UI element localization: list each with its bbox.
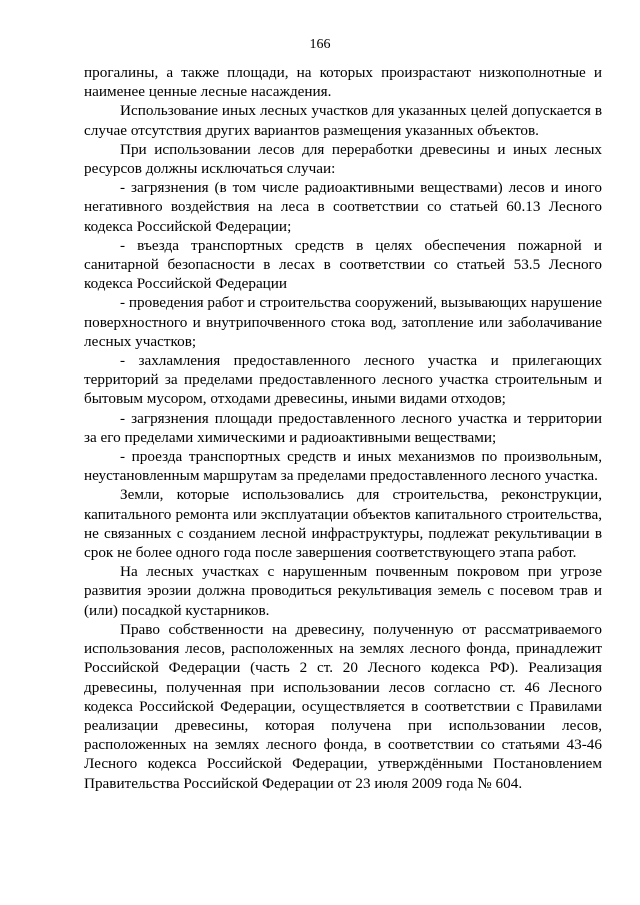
list-item-construction: - проведения работ и строительства сооружений, вызывающих нарушение поверхностного и внутрипочвенного стока вод, затопление или заболачивание лесных участков; — [84, 294, 602, 350]
paragraph-timber-ownership: Право собственности на древесину, полученную от рассматриваемого использования лесов, расположенных на землях лесного фонда, принадлежит Российской Федерации (часть 2 ст. 20 Лесного кодекса РФ). Реализация древесины, полученная при использовании лесов согласно ст. 46 Лесного кодекса Российской Федерации, осуществляется в соответствии с Правилами реализации древесины, которая получена при использовании лесов, расположенных на землях лесного фонда, в соответствии со статьями 43-46 Лесного кодекса Российской Федерации, утверждёнными Постановлением Правительства Российской Федерации от 23 июля 2009 года № 604. — [84, 620, 602, 792]
document-body — [84, 63, 602, 793]
list-item-vehicle-routes: - проезда транспортных средств и иных механизмов по произвольным, неустановленным маршрутам за пределами предоставленного лесного участка. — [84, 448, 602, 485]
paragraph-prohibited-cases-intro: При использовании лесов для переработки древесины и иных лесных ресурсов должны исключаться случаи: — [84, 140, 602, 178]
list-item-vehicle-entry: - въезда транспортных средств в целях обеспечения пожарной и санитарной безопасности в лесах в соответствии со статьей 53.5 Лесного кодекса Российской Федерации — [84, 236, 602, 293]
page-number: 166 — [309, 37, 331, 52]
paragraph-erosion-recultivation: На лесных участках с нарушенным почвенным покровом при угрозе развития эрозии должна проводиться рекультивация земель с посевом трав и (или) посадкой кустарников. — [84, 563, 602, 619]
paragraph-continuation: прогалины, а также площади, на которых произрастают низкополнотные и наименее ценные лесные насаждения. — [84, 64, 602, 101]
list-item-chemical-pollution: - загрязнения площади предоставленного лесного участка и территории за его пределами химическими и радиоактивными веществами; — [84, 409, 602, 446]
list-item-littering: - захламления предоставленного лесного участка и прилегающих территорий за пределами предоставленного лесного участка строительным и бытовым мусором, отходами древесины, иными видами отходов; — [84, 352, 602, 408]
paragraph-other-land-use: Использование иных лесных участков для указанных целей допускается в случае отсутствия других вариантов размещения указанных объектов. — [84, 102, 602, 139]
paragraph-land-recultivation: Земли, которые использовались для строительства, реконструкции, капитального ремонта или эксплуатации объектов капитального строительства, не связанных с созданием лесной инфраструктуры, подлежат рекультивации в срок не более одного года после завершения соответствующего этапа работ. — [84, 486, 602, 562]
list-item-pollution: - загрязнения (в том числе радиоактивными веществами) лесов и иного негативного воздействия на леса в соответствии со статьей 60.13 Лесного кодекса Российской Федерации; — [84, 179, 602, 235]
